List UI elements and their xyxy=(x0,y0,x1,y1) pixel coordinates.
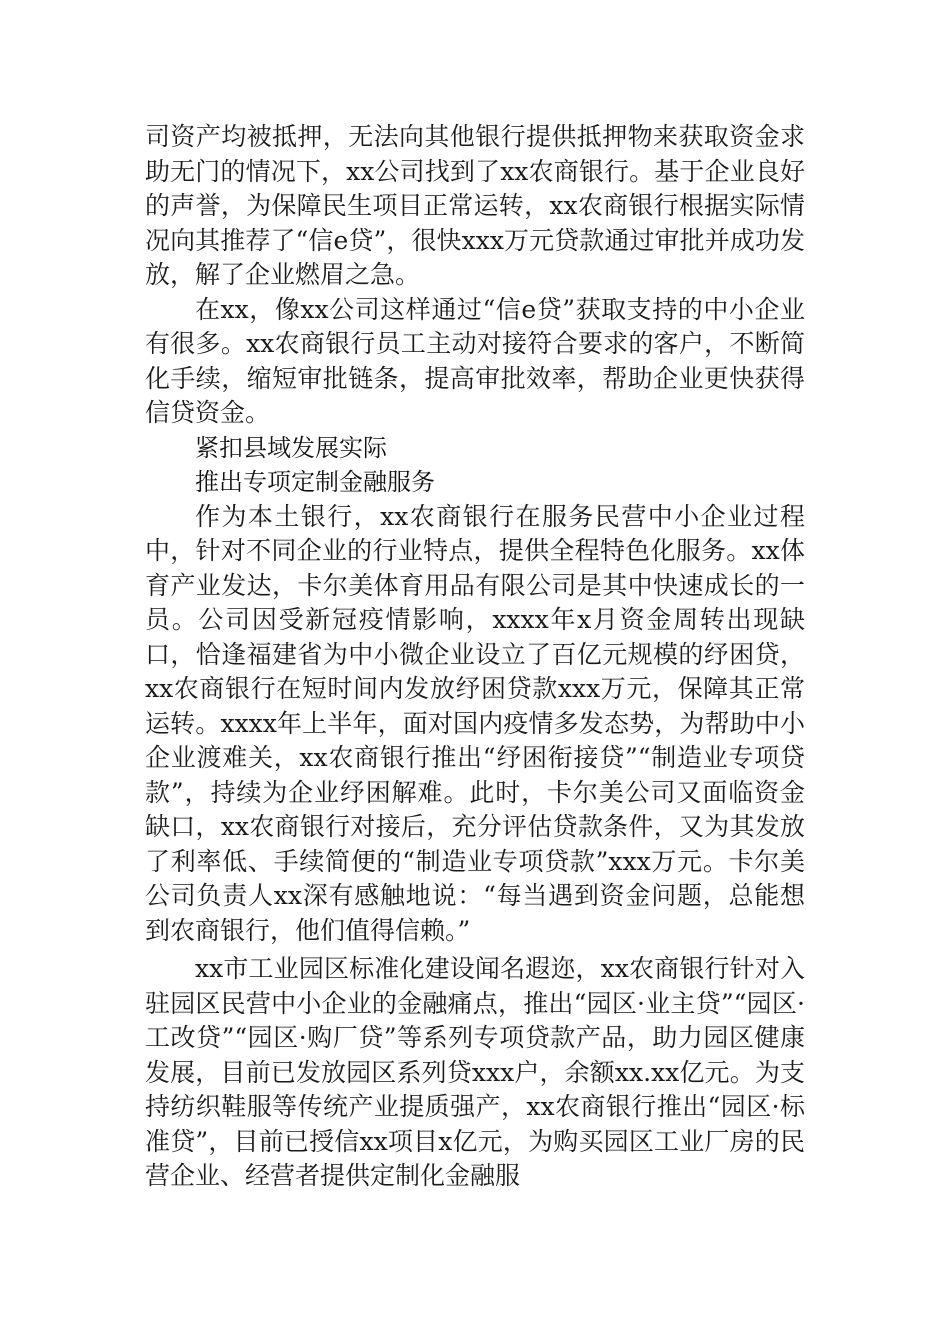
document-page xyxy=(145,120,805,1194)
paragraph-continued-loan-story: 司资产均被抵押，无法向其他银行提供抵押物来获取资金求助无门的情况下，xx公司找到了xx农商银行。基于企业良好的声誉，为保障民生项目正常运转，xx农商银行根据实际情况向其推荐了“信e贷”，很快xxx万元贷款通过审批并成功发放，解了企业燃眉之急。 xyxy=(145,122,805,289)
paragraph-industrial-park: xx市工业园区标准化建设闻名遐迩，xx农商银行针对入驻园区民营中小企业的金融痛点，推出“园区·业主贷”“园区·工改贷”“园区·购厂贷”等系列专项贷款产品，助力园区健康发展，目前已发放园区系列贷xxx户，余额xx.xx亿元。为支持纺织鞋服等传统产业提质强产，xx农商银行推出“园区·标准贷”，目前已授信xx项目x亿元，为购买园区工业厂房的民营企业、经营者提供定制化金融服 xyxy=(145,954,805,1190)
section-heading-line-1: 紧扣县域发展实际 xyxy=(195,433,387,462)
section-heading-line-2: 推出专项定制金融服务 xyxy=(195,468,435,496)
paragraph-kelme-story: 作为本土银行，xx农商银行在服务民营中小企业过程中，针对不同企业的行业特点，提供全程特色化服务。xx体育产业发达，卡尔美体育用品有限公司是其中快速成长的一员。公司因受新冠疫情影响，xxxx年x月资金周转出现缺口，恰逢福建省为中小微企业设立了百亿元规模的纾困贷，xx农商银行在短时间内发放纾困贷款xxx万元，保障其正常运转。xxxx年上半年，面对国内疫情多发态势，为帮助中小企业渡难关，xx农商银行推出“纾困衔接贷”“制造业专项贷款”，持续为企业纾困解难。此时，卡尔美公司又面临资金缺口，xx农商银行对接后，充分评估贷款条件，又为其发放了利率低、手续简便的“制造业专项贷款”xxx万元。卡尔美公司负责人xx深有感触地说：“每当遇到资金问题，总能想到农商银行，他们值得信赖。” xyxy=(145,501,805,945)
paragraph-xin-e-dai-support: 在xx，像xx公司这样通过“信e贷”获取支持的中小企业有很多。xx农商银行员工主动对接符合要求的客户，不断简化手续，缩短审批链条，提高审批效率，帮助企业更快获得信贷资金。 xyxy=(145,294,805,427)
